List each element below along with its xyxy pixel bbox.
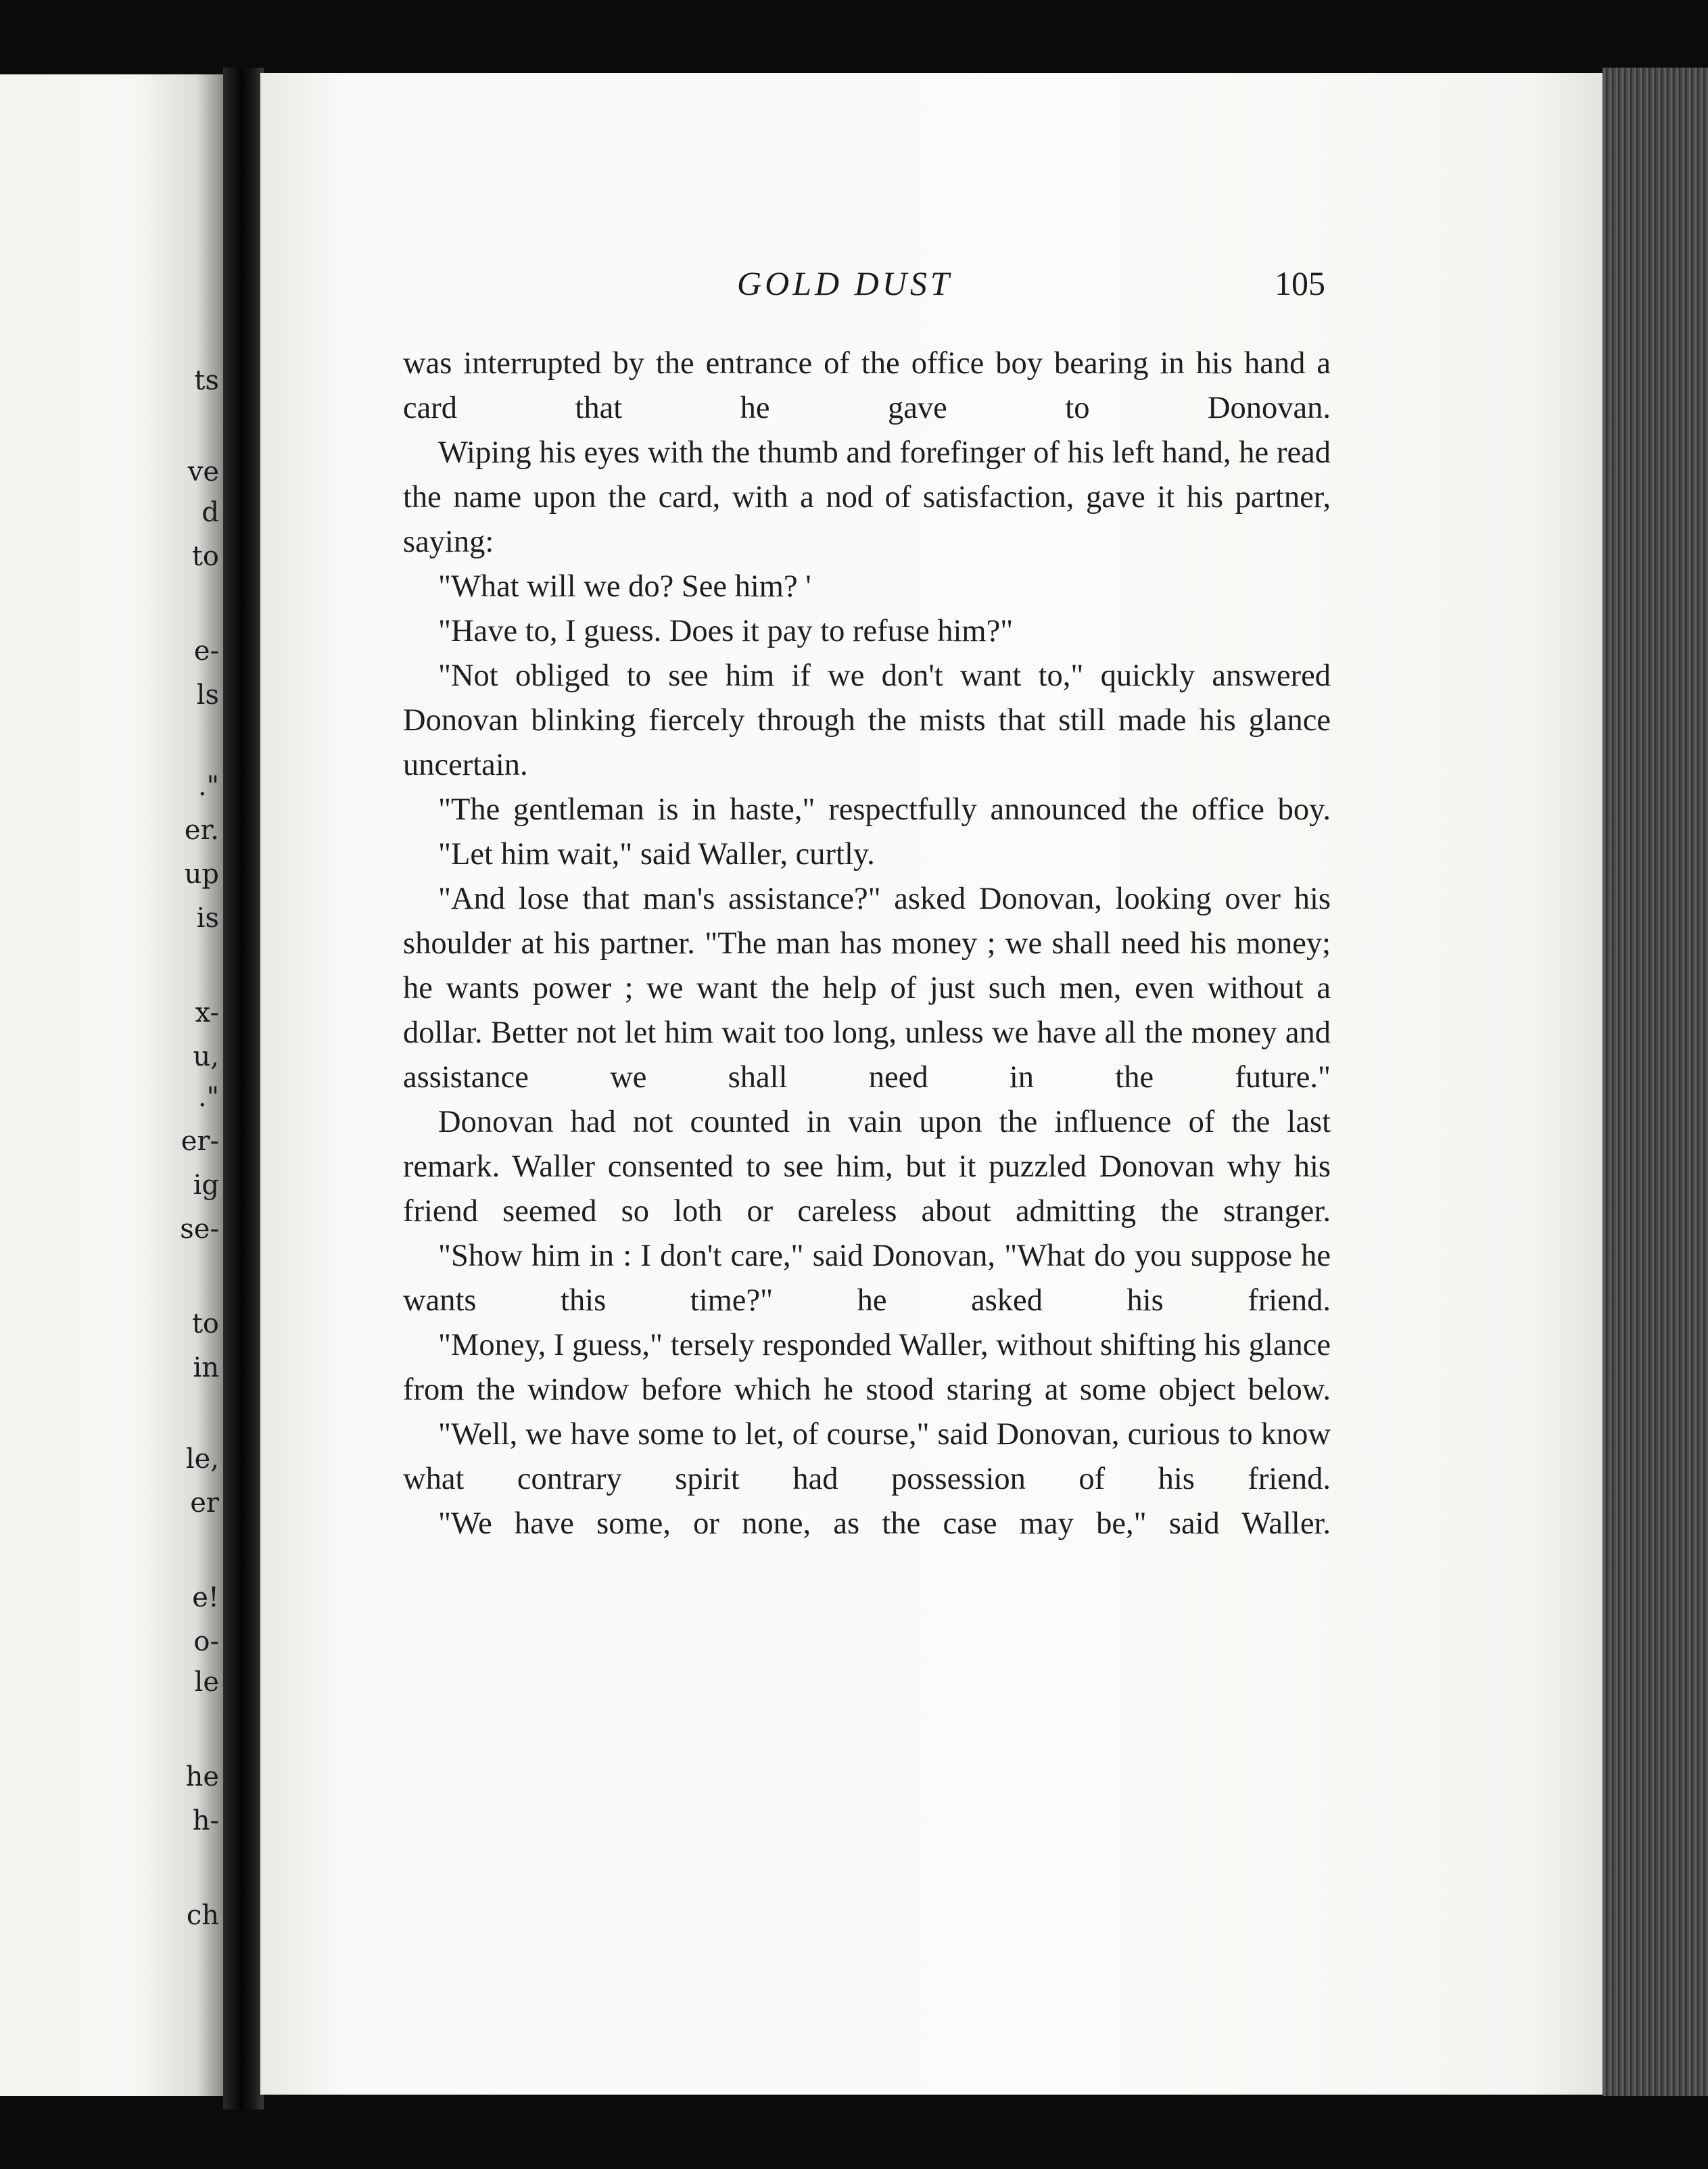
previous-page-fragment: er. xyxy=(184,815,219,846)
previous-page-fragment: to xyxy=(191,541,219,572)
previous-page-fragment: ls xyxy=(196,680,219,711)
previous-page-fragment: ts xyxy=(194,365,219,396)
paragraph: "We have some, or none, as the case may be," said Waller. xyxy=(438,1506,1331,1541)
page-body xyxy=(403,341,1331,1546)
paragraph: "Not obliged to see him if we don't want to," quickly answered Donovan blinking fiercely through the mists that still made his glance uncertain. xyxy=(403,659,1331,782)
paragraph: "Money, I guess," tersely responded Waller, without shifting his glance from the window before which he stood staring at some object below. xyxy=(403,1328,1331,1407)
previous-page-fragment: h- xyxy=(192,1805,219,1836)
previous-page-edge xyxy=(0,74,223,2096)
previous-page-fragment: er- xyxy=(181,1126,219,1157)
previous-page-fragment: le xyxy=(194,1667,219,1698)
previous-page-fragment: o- xyxy=(193,1626,219,1657)
previous-page-fragment: x- xyxy=(195,997,219,1028)
previous-page-fragment: ch xyxy=(186,1900,219,1931)
paragraph: "Well, we have some to let, of course," said Donovan, curious to know what contrary spirit had possession of his friend. xyxy=(403,1417,1331,1496)
paragraph: "Have to, I guess. Does it pay to refuse him?" xyxy=(438,614,1014,648)
running-head: GOLD DUST xyxy=(737,264,953,302)
paragraph: "And lose that man's assistance?" asked Donovan, looking over his shoulder at his partner. "The man has money ; we shall need his money; he wants power ; we want the help of just such men, even without a dollar. Better not let him wait too long, unless we have all the money and assistance we shall need in the future." xyxy=(403,882,1331,1095)
previous-page-line-ends xyxy=(0,74,223,2096)
paragraph: Donovan had not counted in vain upon the influence of the last remark. Waller consented to see him, but it puzzled Donovan why his friend seemed so loth or careless about admitting the stranger. xyxy=(403,1105,1331,1229)
previous-page-fragment: ." xyxy=(197,771,219,802)
previous-page-fragment: se- xyxy=(180,1214,219,1245)
previous-page-fragment: le, xyxy=(185,1444,219,1475)
previous-page-fragment: e- xyxy=(193,636,219,667)
paragraph: was interrupted by the entrance of the office boy bearing in his hand a card that he gave to Donovan. xyxy=(403,346,1331,425)
previous-page-fragment: u, xyxy=(193,1041,219,1072)
paragraph: "What will we do? See him? ' xyxy=(438,569,811,604)
previous-page-fragment: is xyxy=(196,903,219,934)
page-edges xyxy=(1603,68,1708,2096)
previous-page-fragment: ig xyxy=(193,1170,219,1201)
page-number: 105 xyxy=(1275,264,1325,302)
previous-page-fragment: ." xyxy=(197,1082,219,1113)
previous-page-fragment: to xyxy=(191,1308,219,1339)
previous-page-fragment: d xyxy=(201,497,219,528)
previous-page-fragment: in xyxy=(193,1352,219,1383)
paragraph: "Let him wait," said Waller, curtly. xyxy=(438,837,875,872)
previous-page-fragment: e! xyxy=(192,1582,219,1613)
previous-page-fragment: er xyxy=(190,1487,219,1519)
paragraph: Wiping his eyes with the thumb and forefinger of his left hand, he read the name upon the card, with a nod of satisfaction, gave it his partner, saying: xyxy=(403,435,1331,559)
paragraph: "Show him in : I don't care," said Donovan, "What do you suppose he wants this time?" he asked his friend. xyxy=(403,1239,1331,1318)
previous-page-fragment: he xyxy=(185,1761,219,1792)
page-header xyxy=(406,264,1325,311)
previous-page-fragment: ve xyxy=(187,456,219,487)
book-gutter xyxy=(223,68,264,2110)
paragraph: "The gentleman is in haste," respectfully announced the office boy. xyxy=(438,792,1331,827)
previous-page-fragment: up xyxy=(184,859,219,890)
